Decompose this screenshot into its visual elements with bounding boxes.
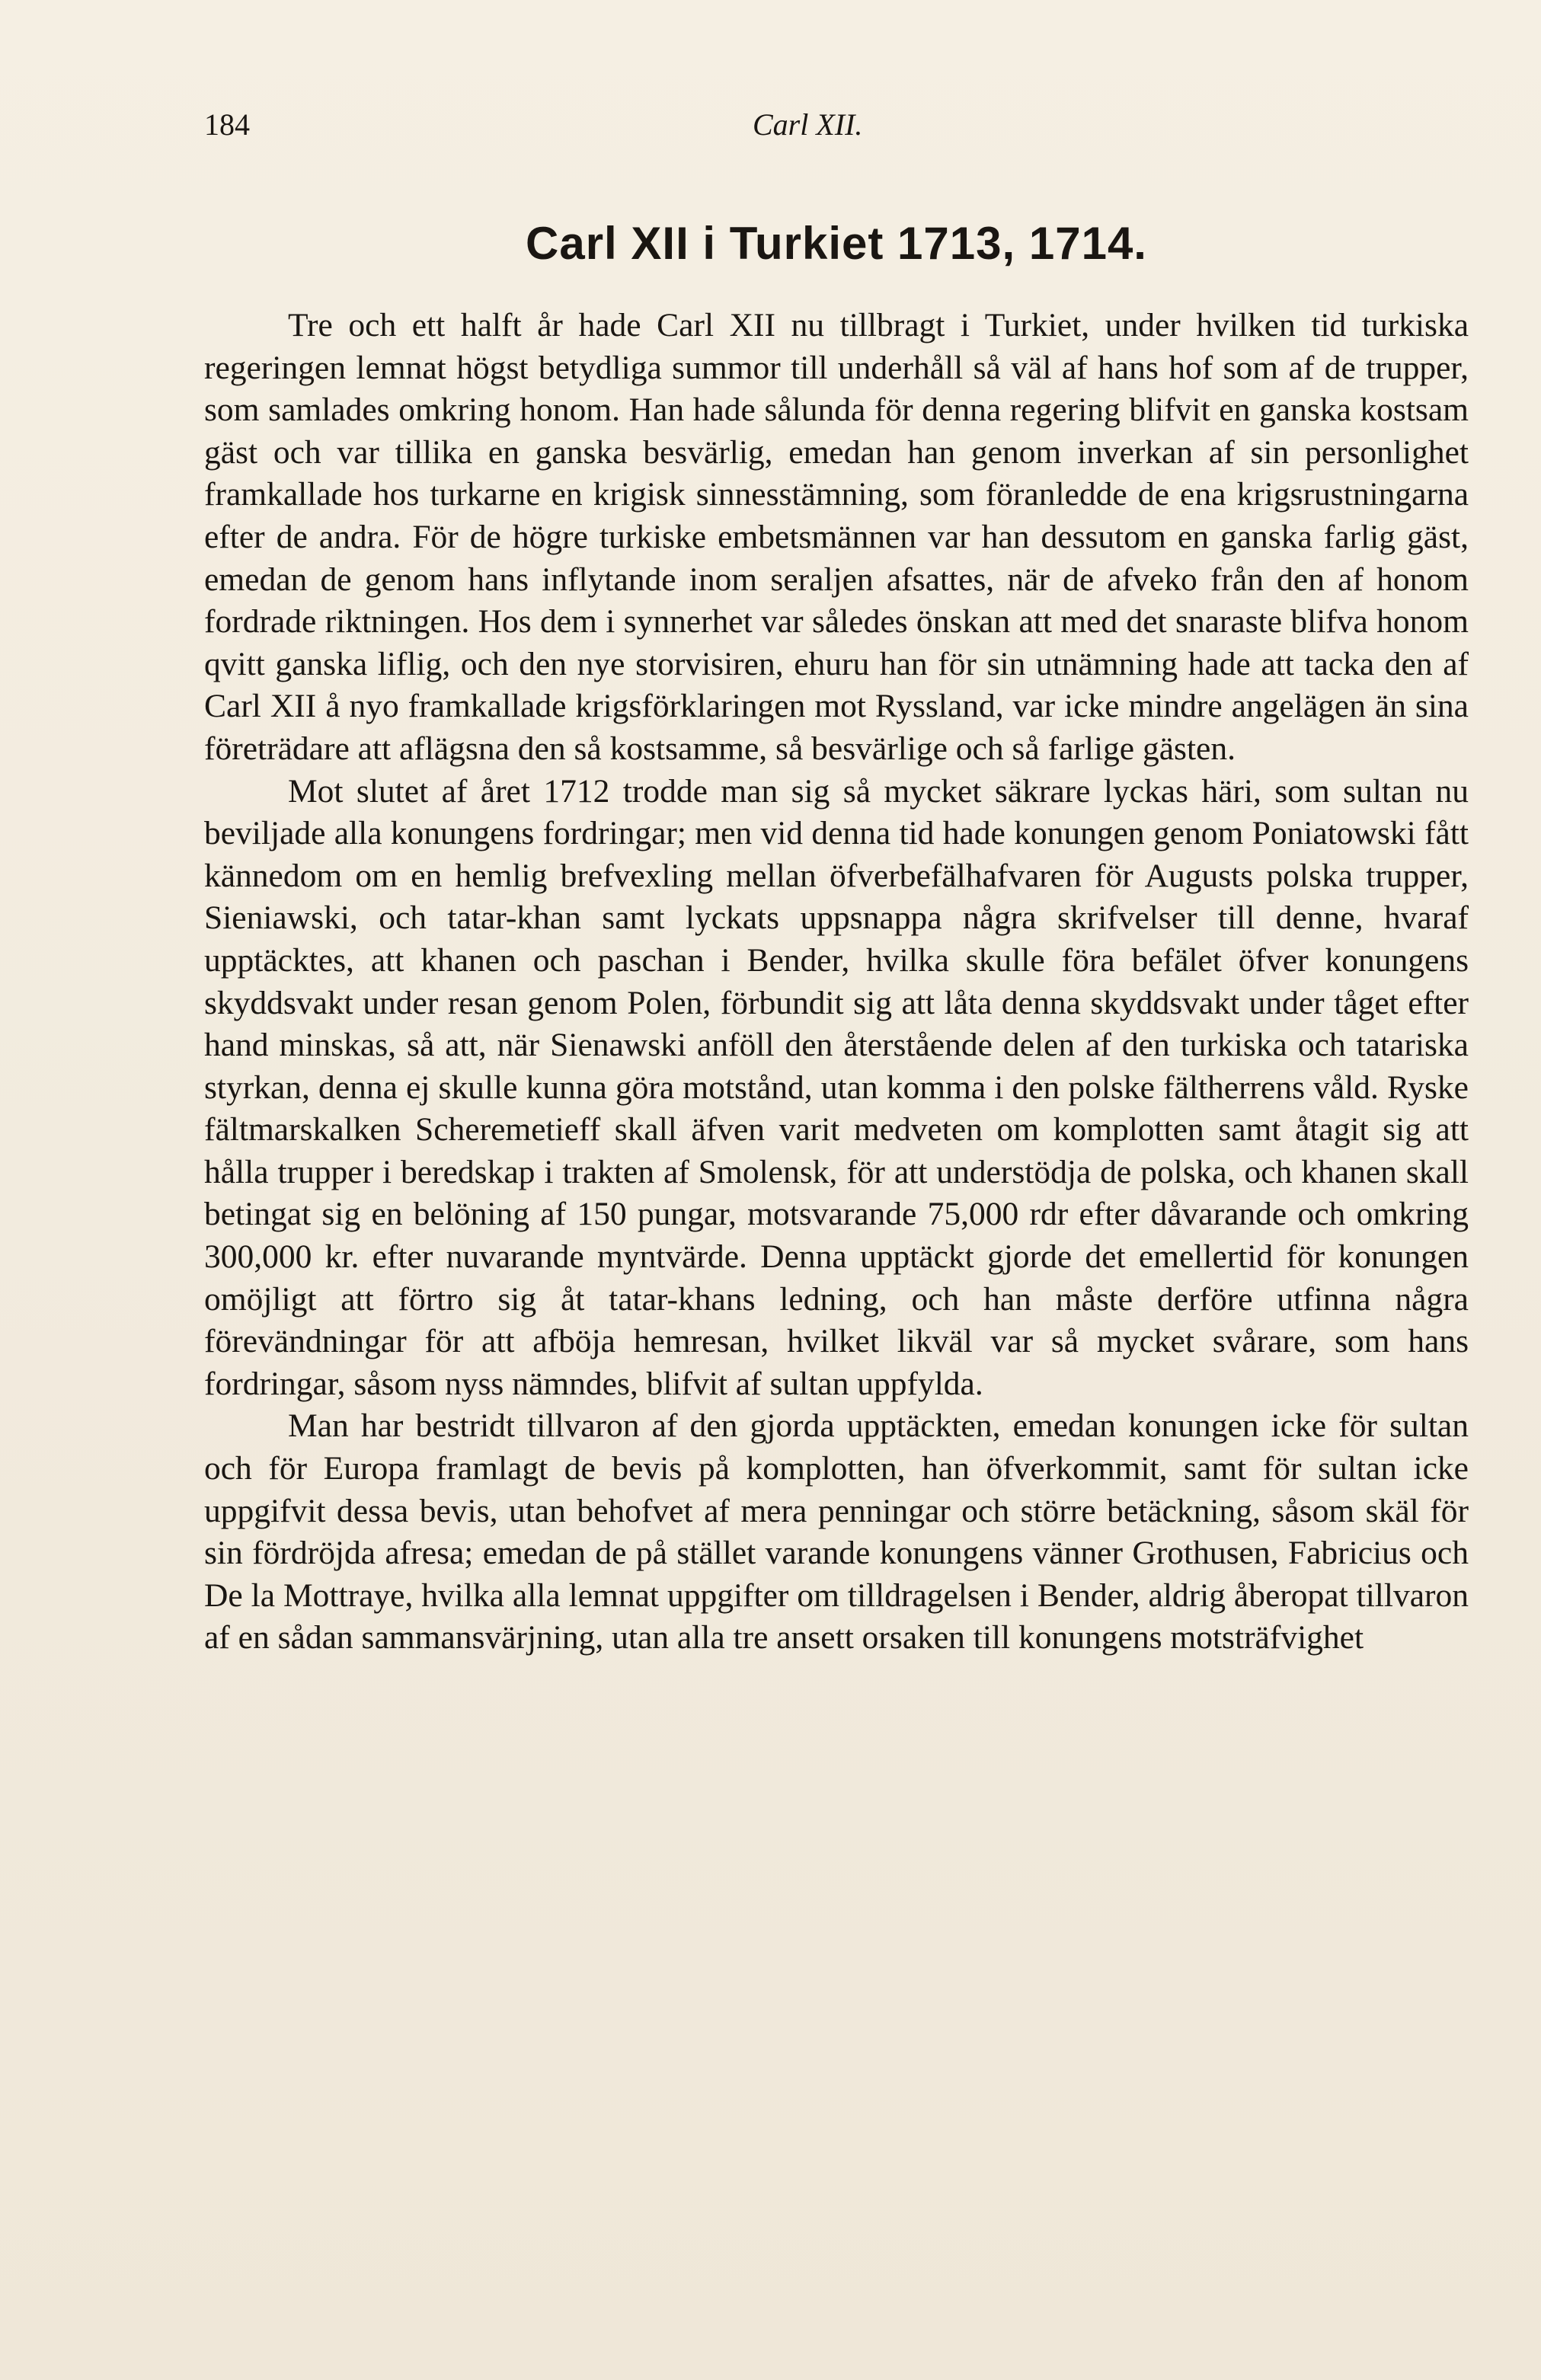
- running-head: [204, 107, 1469, 152]
- paragraph-3: Man har bestridt tillvaron af den gjorda upptäckten, emedan konungen icke för sultan och för Europa framlagt de bevis på komplotten, han öfverkommit, samt för sultan icke uppgifvit dessa bevis, utan behofvet af mera penningar och större betäckning, såsom skäl för sin fördröjda afresa; emedan de på stället varande konungens vänner Grothusen, Fabricius och De la Mottraye, hvilka alla lemnat uppgifter om tilldragelsen i Bender, aldrig åberopat tillvaron af en sådan sammansvärjning, utan alla tre ansett orsaken till konungens motsträfvighet: [204, 1407, 1469, 1656]
- paragraph-2: Mot slutet af året 1712 trodde man sig så mycket säkrare lyckas häri, som sultan nu beviljade alla konungens fordringar; men vid denna tid hade konungen genom Poniatowski fått kännedom om en hemlig brefvexling mellan öfverbefälhafvaren för Augusts polska trupper, Sieniawski, och tatar-khan samt lyckats uppsnappa några skrifvelser till denne, hvaraf upptäcktes, att khanen och paschan i Bender, hvilka skulle föra befälet öfver konungens skyddsvakt under resan genom Polen, förbundit sig att låta denna skyddsvakt under tåget efter hand minskas, så att, när Sienawski anföll den återstående delen af den turkiska och tatariska styrkan, denna ej skulle kunna göra motstånd, utan komma i den polske fältherrens våld. Ryske fältmarskalken Scheremetieff skall äfven varit medveten om komplotten samt åtagit sig att hålla trupper i beredskap i trakten af Smolensk, för att understödja de polska, och khanen skall betingat sig en belöning af 150 pungar, motsvarande 75,000 rdr efter dåvarande och omkring 300,000 kr. efter nuvarande myntvärde. Denna upptäckt gjorde det emellertid för konungen omöjligt att förtro sig åt tatar-khans ledning, och han måste derföre utfinna några förevändningar för att afböja hemresan, hvilket likväl var så mycket svårare, som hans fordringar, såsom nyss nämndes, blifvit af sultan uppfylda.: [204, 772, 1469, 1402]
- body-text: [204, 305, 1469, 1660]
- running-title: Carl XII.: [753, 107, 863, 142]
- page-number: 184: [204, 107, 250, 142]
- paragraph-1: Tre och ett halft år hade Carl XII nu tillbragt i Turkiet, under hvilken tid turkiska regeringen lemnat högst betydliga summor till underhåll så väl af hans hof som af de trupper, som samlades omkring honom. Han hade sålunda för denna regering blifvit en ganska kostsam gäst och var tillika en ganska besvärlig, emedan han genom inverkan af sin personlighet framkallade hos turkarne en krigisk sinnesstämning, som föranledde de ena krigsrustningarna efter de andra. För de högre turkiske embetsmännen var han dessutom en ganska farlig gäst, emedan de genom hans inflytande inom seraljen afsattes, när de afveko från den af honom fordrade riktningen. Hos dem i synnerhet var således önskan att med det snaraste blifva honom qvitt ganska liflig, och den nye storvisiren, ehuru han för sin utnämning hade att tacka den af Carl XII å nyo framkallade krigsförklaringen mot Ryssland, var icke mindre angelägen än sina företrädare att aflägsna den så kostsamme, så besvärlige och så farlige gästen.: [204, 307, 1469, 767]
- chapter-title: Carl XII i Turkiet 1713, 1714.: [526, 218, 1147, 269]
